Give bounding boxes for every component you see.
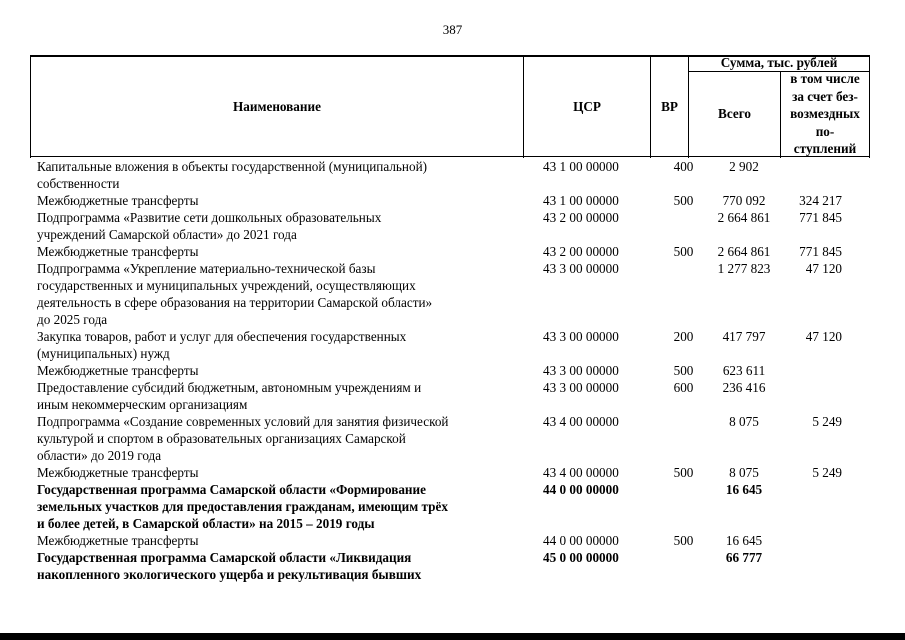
row-name-line: Предоставление субсидий бюджетным, автономным учреждениям и xyxy=(37,380,422,395)
row-name xyxy=(37,243,537,260)
table-body xyxy=(37,158,863,583)
row-name-line: Межбюджетные трансферты xyxy=(37,244,199,259)
row-incl: 47 120 xyxy=(805,261,842,276)
row-name xyxy=(37,464,537,481)
header-incl-line: в том числе xyxy=(790,71,860,87)
row-incl xyxy=(784,158,863,192)
row-name-line: Межбюджетные трансферты xyxy=(37,533,199,548)
row-total: 8 075 xyxy=(729,465,759,480)
row-name-line: земельных участков для предоставления гражданам, имеющим трёх xyxy=(37,499,448,514)
table-row xyxy=(37,328,863,362)
row-total: 1 277 823 xyxy=(717,261,771,276)
row-vr: 500 xyxy=(673,193,694,208)
row-name-line: (муниципальных) нужд xyxy=(37,346,170,361)
row-csr: 43 4 00 00000 xyxy=(543,414,619,429)
row-vr: 400 xyxy=(673,159,694,174)
row-name-line: Подпрограмма «Создание современных условий для занятия физической xyxy=(37,414,449,429)
row-total: 16 645 xyxy=(725,533,763,548)
row-name xyxy=(37,260,537,328)
row-name-line: государственных и муниципальных учреждений, осуществляющих xyxy=(37,278,416,293)
table-row xyxy=(37,158,863,192)
row-name-line: области» до 2019 года xyxy=(37,448,162,463)
table-row xyxy=(37,532,863,549)
row-name xyxy=(37,413,537,464)
header-vr: ВР xyxy=(661,98,678,114)
row-total: 8 075 xyxy=(729,414,759,429)
table-row xyxy=(37,209,863,243)
row-incl xyxy=(784,532,863,549)
row-csr: 43 3 00 00000 xyxy=(543,329,619,344)
table-row xyxy=(37,362,863,379)
row-total: 2 664 861 xyxy=(717,244,771,259)
row-vr xyxy=(663,549,704,583)
row-name-line: Межбюджетные трансферты xyxy=(37,465,199,480)
header-incl-line: возмездных xyxy=(790,106,860,122)
table-row xyxy=(37,379,863,413)
row-name xyxy=(37,192,537,209)
row-name-line: и более детей, в Самарской области» на 2015 – 2019 годы xyxy=(37,516,375,531)
row-vr: 500 xyxy=(673,533,694,548)
row-csr: 43 2 00 00000 xyxy=(543,210,619,225)
row-name-line: учреждений Самарской области» до 2021 года xyxy=(37,227,297,242)
row-incl xyxy=(784,379,863,413)
row-vr xyxy=(663,481,704,532)
header-incl-line: по- xyxy=(815,123,835,139)
row-csr: 44 0 00 00000 xyxy=(543,482,619,497)
row-name-line: Межбюджетные трансферты xyxy=(37,363,199,378)
row-incl: 47 120 xyxy=(805,329,842,344)
row-total: 66 777 xyxy=(725,550,763,565)
row-name xyxy=(37,481,537,532)
header-sum: Сумма, тыс. рублей xyxy=(720,55,838,71)
row-total: 236 416 xyxy=(722,380,766,395)
table-row xyxy=(37,243,863,260)
row-total: 417 797 xyxy=(722,329,766,344)
row-incl: 771 845 xyxy=(799,210,842,225)
bottom-border xyxy=(0,633,905,640)
row-csr: 43 4 00 00000 xyxy=(543,465,619,480)
row-total: 770 092 xyxy=(722,193,766,208)
row-csr: 43 3 00 00000 xyxy=(543,261,619,276)
row-total: 2 902 xyxy=(729,159,759,174)
row-csr: 43 1 00 00000 xyxy=(543,159,619,174)
row-total: 623 611 xyxy=(722,363,766,378)
row-incl: 5 249 xyxy=(812,414,842,429)
row-incl: 5 249 xyxy=(812,465,842,480)
row-name-line: накопленного экологического ущерба и рекультивация бывших xyxy=(37,567,422,582)
table-row xyxy=(37,413,863,464)
row-incl xyxy=(784,481,863,532)
row-name xyxy=(37,379,537,413)
row-csr: 43 1 00 00000 xyxy=(543,193,619,208)
row-vr: 500 xyxy=(673,244,694,259)
header-bottom-border xyxy=(30,156,870,157)
row-csr: 45 0 00 00000 xyxy=(543,550,619,565)
row-vr: 600 xyxy=(673,380,694,395)
header-total: Всего xyxy=(718,106,751,122)
table-row xyxy=(37,549,863,583)
header-incl-line: за счет без- xyxy=(792,88,858,104)
row-vr xyxy=(663,260,704,328)
row-incl xyxy=(784,362,863,379)
row-incl xyxy=(784,549,863,583)
row-csr: 43 2 00 00000 xyxy=(543,244,619,259)
header-name: Наименование xyxy=(233,98,321,114)
row-csr: 43 3 00 00000 xyxy=(543,363,619,378)
row-total: 16 645 xyxy=(725,482,763,497)
header-incl-line: ступлений xyxy=(793,141,857,157)
row-name xyxy=(37,158,537,192)
row-name-line: Подпрограмма «Укрепление материально-технической базы xyxy=(37,261,376,276)
row-name-line: Капитальные вложения в объекты государственной (муниципальной) xyxy=(37,159,428,174)
row-name xyxy=(37,549,537,583)
row-name-line: иным некоммерческим организациям xyxy=(37,397,248,412)
row-name xyxy=(37,362,537,379)
row-name xyxy=(37,328,537,362)
row-vr: 500 xyxy=(673,465,694,480)
row-name-line: собственности xyxy=(37,176,120,191)
row-vr: 200 xyxy=(673,329,694,344)
row-name-line: культурой и спортом в образовательных организациях Самарской xyxy=(37,431,406,446)
row-total: 2 664 861 xyxy=(717,210,771,225)
page-number: 387 xyxy=(442,22,463,37)
header-csr: ЦСР xyxy=(573,98,601,114)
table-header xyxy=(30,55,870,158)
row-name-line: деятельность в сфере образования на территории Самарской области» xyxy=(37,295,433,310)
header-incl xyxy=(781,72,869,156)
row-name-line: до 2025 года xyxy=(37,312,108,327)
row-csr: 43 3 00 00000 xyxy=(543,380,619,395)
row-name-line: Межбюджетные трансферты xyxy=(37,193,199,208)
row-name xyxy=(37,209,537,243)
row-vr xyxy=(663,209,704,243)
row-name-line: Подпрограмма «Развитие сети дошкольных образовательных xyxy=(37,210,382,225)
row-csr: 44 0 00 00000 xyxy=(543,533,619,548)
row-incl: 324 217 xyxy=(799,193,842,208)
row-vr: 500 xyxy=(673,363,694,378)
table-row xyxy=(37,192,863,209)
row-name-line: Государственная программа Самарской области «Ликвидация xyxy=(37,550,412,565)
row-vr xyxy=(663,413,704,464)
row-name-line: Закупка товаров, работ и услуг для обеспечения государственных xyxy=(37,329,407,344)
row-incl: 771 845 xyxy=(799,244,842,259)
row-name xyxy=(37,532,537,549)
table-row xyxy=(37,481,863,532)
table-row xyxy=(37,260,863,328)
row-name-line: Государственная программа Самарской области «Формирование xyxy=(37,482,426,497)
table-row xyxy=(37,464,863,481)
